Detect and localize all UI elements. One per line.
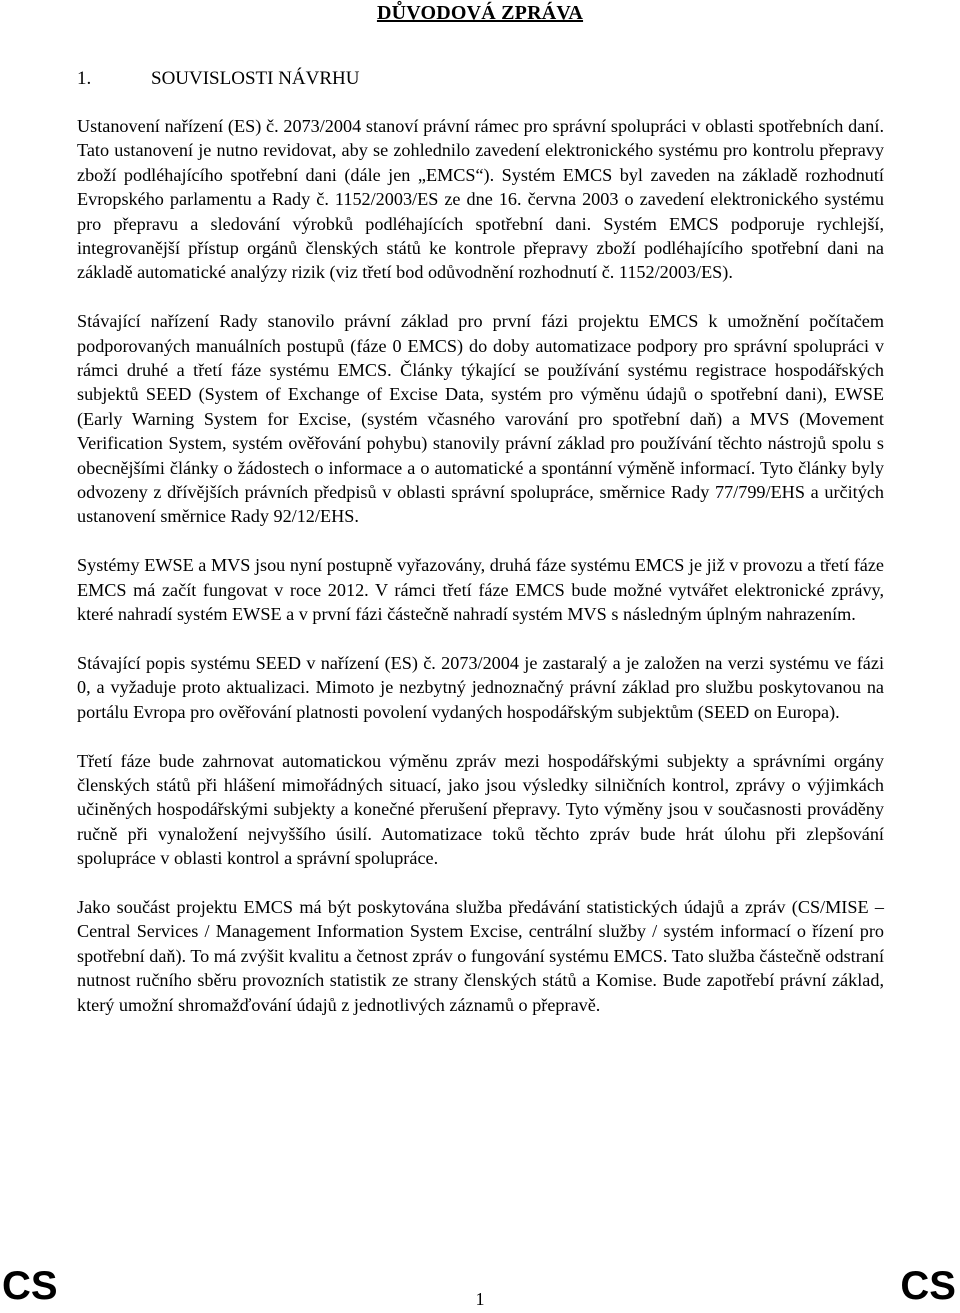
- page-number: 1: [475, 1289, 485, 1309]
- paragraph: Stávající nařízení Rady stanovilo právní základ pro první fázi projektu EMCS k umožnění počítačem podporovaných manuálních postupů (fáze 0 EMCS) do doby automatizace podpory pro správní spolupráci v rámci druhé a třetí fáze systému EMCS. Články týkající se používání systému registrace hospodářských subjektů SEED (System of Exchange of Excise Data, systém pro výměnu údajů o spotřební dani), EWSE (Early Warning System for Excise, (systém včasného varování pro spotřební daň) a MVS (Movement Verification System, systém ověřování pohybu) stanovily právní základ pro používání těchto nástrojů spolu s obecnějšími články o žádostech o informace a o automatické a spontánní výměně informací. Tyto články byly odvozeny z dřívějších právních předpisů v oblasti správní spolupráce, směrnice Rady 77/799/EHS a určitých ustanovení směrnice Rady 92/12/EHS.: [77, 311, 884, 527]
- paragraph: Ustanovení nařízení (ES) č. 2073/2004 stanoví právní rámec pro správní spolupráci v oblasti spotřebních daní. Tato ustanovení je nutno revidovat, aby se zohlednilo zavedení elektronického systému pro kontrolu přepravy zboží podléhajícího spotřební dani (dále jen „EMCS“). Systém EMCS byl zaveden na základě rozhodnutí Evropského parlamentu a Rady č. 1152/2003/ES ze dne 16. června 2003 o zavedení elektronického systému pro přepravu a sledování výrobků podléhajících spotřební dani. Systém EMCS podporuje rychlejší, integrovanější přístup orgánů členských států ke kontrole přepravy zboží podléhajícího spotřební dani na základě automatické analýzy rizik (viz třetí bod odůvodnění rozhodnutí č. 1152/2003/ES).: [77, 116, 884, 283]
- footer-language-right: CS: [900, 1264, 956, 1308]
- section-number: 1.: [77, 68, 92, 89]
- footer-language-left: CS: [2, 1264, 58, 1308]
- paragraph: Třetí fáze bude zahrnovat automatickou výměnu zpráv mezi hospodářskými subjekty a správními orgány členských států při hlášení mimořádných situací, jako jsou výsledky silničních kontrol, zprávy o výjimkách učiněných hospodářskými subjekty a konečné přerušení přepravy. Tyto výměny jsou v současnosti prováděny ručně při vynaložení nejvyššího úsilí. Automatizace toků těchto zpráv bude hrát úlohu při zlepšování spolupráce v oblasti kontrol a správní spolupráce.: [77, 750, 884, 869]
- document-body: [77, 114, 884, 1041]
- paragraph: Stávající popis systému SEED v nařízení (ES) č. 2073/2004 je zastaralý a je založen na verzi systému ve fázi 0, a vyžaduje proto aktualizaci. Mimoto je nezbytný jednoznačný právní základ pro službu poskytovanou na portálu Evropa pro ověřování platnosti povolení vydaných hospodářským subjektům (SEED on Europa).: [77, 652, 884, 722]
- section-heading: [77, 68, 359, 90]
- document-title: DŮVODOVÁ ZPRÁVA: [376, 2, 584, 24]
- paragraph: Jako součást projektu EMCS má být poskytována služba předávání statistických údajů a zpráv (CS/MISE – Central Services / Management Information System Excise, centrální služby / systém informací o řízení pro spotřební daň). To má zvýšit kvalitu a četnost zpráv o fungování systému EMCS. Tato služba částečně odstraní nutnost ručního sběru provozních statistik ze strany členských států a Komise. Bude zapotřebí právní základ, který umožní shromažďování údajů z jednotlivých záznamů o přepravě.: [77, 896, 884, 1015]
- paragraph: Systémy EWSE a MVS jsou nyní postupně vyřazovány, druhá fáze systému EMCS je již v provozu a třetí fáze EMCS má začít fungovat v roce 2012. V rámci třetí fáze EMCS bude možné vytvářet elektronické zprávy, které nahradí systém EWSE a v první fázi částečně nahradí systém MVS s následným úplným nahrazením.: [77, 555, 884, 625]
- section-title: SOUVISLOSTI NÁVRHU: [151, 68, 360, 89]
